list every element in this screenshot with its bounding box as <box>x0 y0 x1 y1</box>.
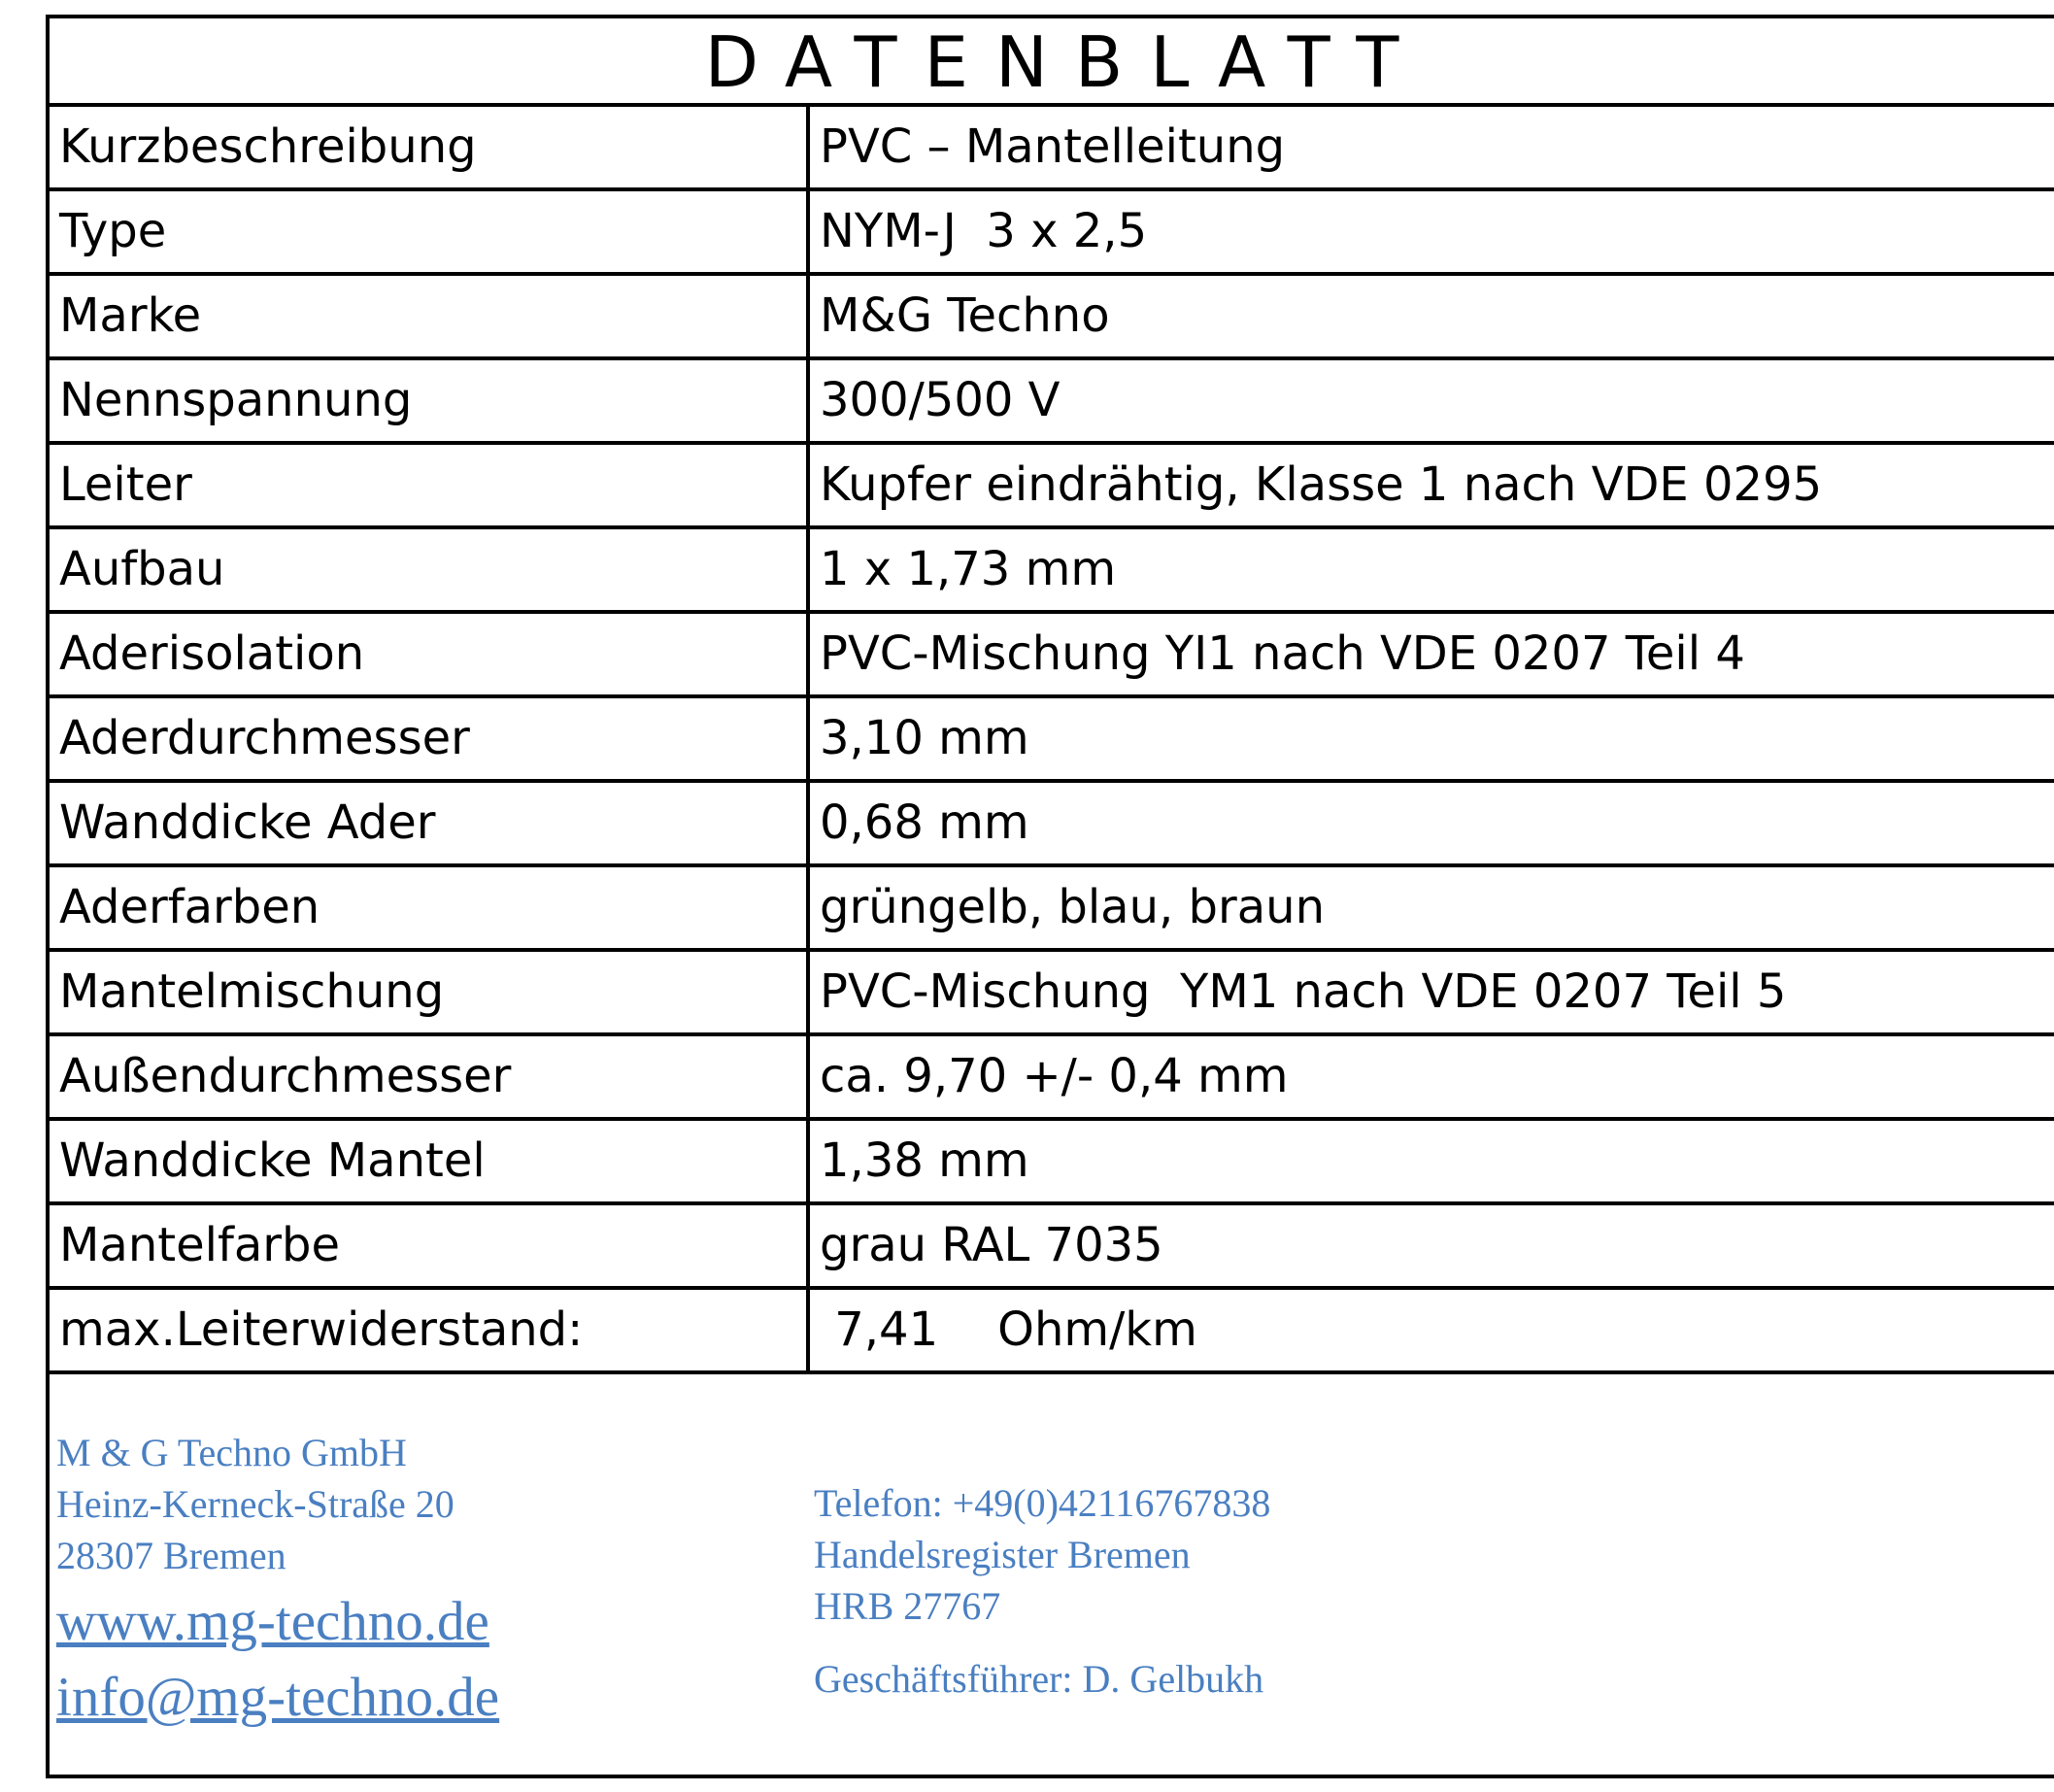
spec-table-body <box>50 107 2054 1372</box>
commercial-register: Handelsregister Bremen <box>814 1533 1191 1576</box>
spec-value: 1,38 mm <box>808 1119 2054 1203</box>
managing-director: Geschäftsführer: D. Gelbukh <box>814 1657 1264 1701</box>
spec-value: grau RAL 7035 <box>808 1203 2054 1288</box>
company-phone: Telefon: +49(0)42116767838 <box>814 1481 1271 1525</box>
spec-row <box>50 1034 2054 1119</box>
spec-value: PVC-Mischung YI1 nach VDE 0207 Teil 4 <box>808 612 2054 696</box>
spec-row <box>50 1119 2054 1203</box>
spec-row <box>50 189 2054 274</box>
spec-label: Mantelmischung <box>50 950 808 1034</box>
spec-row <box>50 696 2054 781</box>
spec-value: M&G Techno <box>808 274 2054 358</box>
spec-value: 3,10 mm <box>808 696 2054 781</box>
spec-label: Leiter <box>50 443 808 527</box>
company-city: 28307 Bremen <box>56 1534 286 1577</box>
spec-value: 0,68 mm <box>808 781 2054 865</box>
page-title: DATENBLATT <box>50 18 2054 107</box>
spec-label: Aderisolation <box>50 612 808 696</box>
spec-label: Type <box>50 189 808 274</box>
spec-row <box>50 1203 2054 1288</box>
spec-value: 1 x 1,73 mm <box>808 527 2054 612</box>
spec-label: Aderfarben <box>50 865 808 950</box>
website-link[interactable]: www.mg-techno.de <box>56 1591 489 1652</box>
spec-value: 7,41 Ohm/km <box>808 1288 2054 1372</box>
footer-registration <box>814 1477 1270 1705</box>
spec-table <box>50 107 2054 1374</box>
footer <box>50 1374 2054 1792</box>
register-number: HRB 27767 <box>814 1584 1001 1628</box>
spec-label: Wanddicke Ader <box>50 781 808 865</box>
spec-label: Nennspannung <box>50 358 808 443</box>
spec-label: Marke <box>50 274 808 358</box>
datasheet <box>46 15 2054 1778</box>
spec-row <box>50 781 2054 865</box>
company-name: M & G Techno GmbH <box>56 1431 407 1474</box>
spec-row <box>50 1288 2054 1372</box>
spec-value: 300/500 V <box>808 358 2054 443</box>
spec-value: NYM-J 3 x 2,5 <box>808 189 2054 274</box>
spec-label: Außendurchmesser <box>50 1034 808 1119</box>
spec-label: max.Leiterwiderstand: <box>50 1288 808 1372</box>
spec-label: Wanddicke Mantel <box>50 1119 808 1203</box>
company-street: Heinz-Kerneck-Straße 20 <box>56 1482 455 1526</box>
spec-value: grüngelb, blau, braun <box>808 865 2054 950</box>
email-link[interactable]: info@mg-techno.de <box>56 1667 500 1728</box>
spec-row <box>50 358 2054 443</box>
spec-row <box>50 950 2054 1034</box>
spec-row <box>50 443 2054 527</box>
spec-value: PVC-Mischung YM1 nach VDE 0207 Teil 5 <box>808 950 2054 1034</box>
spec-row <box>50 274 2054 358</box>
spec-value: PVC – Mantelleitung <box>808 107 2054 189</box>
spec-row <box>50 865 2054 950</box>
spec-label: Aufbau <box>50 527 808 612</box>
spec-value: ca. 9,70 +/- 0,4 mm <box>808 1034 2054 1119</box>
spec-label: Mantelfarbe <box>50 1203 808 1288</box>
spec-label: Aderdurchmesser <box>50 696 808 781</box>
footer-address <box>56 1427 499 1736</box>
spec-row <box>50 612 2054 696</box>
spec-row <box>50 107 2054 189</box>
spec-row <box>50 527 2054 612</box>
spec-label: Kurzbeschreibung <box>50 107 808 189</box>
spec-value: Kupfer eindrähtig, Klasse 1 nach VDE 0295 <box>808 443 2054 527</box>
